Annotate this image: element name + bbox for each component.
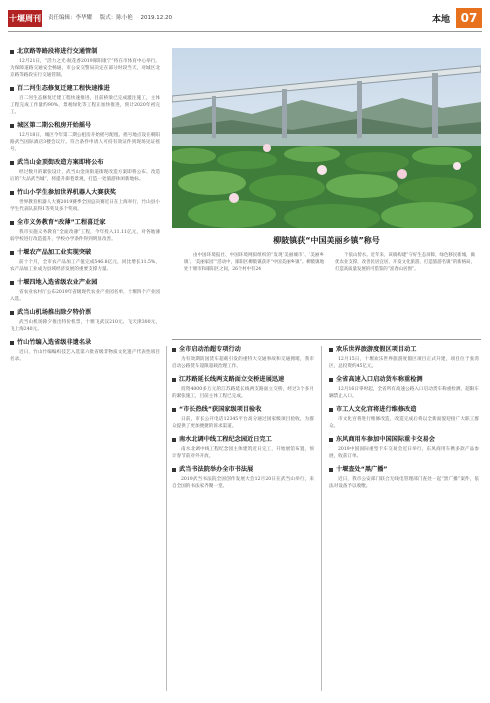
article-headline: 十堰农产品加工业实现突破 xyxy=(17,249,92,257)
bullet-square-icon xyxy=(10,251,14,255)
middle-column xyxy=(172,346,314,496)
article-body: 12月21日，“活力之光·航花香2019郧阳康宁”将在市体育中心举行。为保障道路交通安全畅通，市公安交警局决定在部分时段当天，对城区北京路等路段实行交通管制。 xyxy=(10,58,160,78)
lotus-bridge-photo xyxy=(172,48,481,228)
bullet-square-icon xyxy=(172,348,176,352)
photo-caption-right xyxy=(335,253,475,273)
article-body: 2019中国国际重型卡车交易会近日举行，东风商用车携多款产品参展，收获订单。 xyxy=(329,446,479,459)
article-headline: 南水北调中线工程纪念园近日完工 xyxy=(179,435,272,443)
photo-caption-text: 个依山傍水。近年来，该镇构建“守好生态屏障，绿色移民新城，做优农业支撑，改善民居宜居、开发文化旅游，打造旅游名镇”的新格局，打造高质量发展的可借鉴的“富春山居图”。 xyxy=(335,253,475,272)
bullet-square-icon xyxy=(10,191,14,195)
article-body: 我市实施义务教育“全面改薄”工程，今年投入11.11亿元，对各地薄弱学校进行改造提升，学校办学条件得到明显改善。 xyxy=(10,229,160,243)
bullet-square-icon xyxy=(10,87,14,91)
section-divider xyxy=(172,339,481,340)
article-body: 12月15日，十堰欢乐世界旅游度假区项目正式开建，项目位于张湾区，总投资约45亿元。 xyxy=(329,356,479,369)
article xyxy=(10,249,160,273)
article-headline: “市长热线”获国家级项目验收 xyxy=(179,405,262,413)
left-column xyxy=(10,48,160,369)
article-body: 世界教育机器人大赛2019赛季全国总决赛近日在上海举行，竹山县小学生代表队获得1等奖及多个奖项。 xyxy=(10,199,160,213)
bullet-square-icon xyxy=(10,124,14,128)
article-body: 前十个月，全市农产品加工产值完成546.8亿元，同比增长11.5%，农产品加工业成为县域经济发展的重要支撑力量。 xyxy=(10,259,160,272)
article xyxy=(329,436,479,460)
article-body: 近日，我市公安部门联合无线电管理部门查处一起“黑广播”案件，依法对设备予以收缴。 xyxy=(329,476,479,489)
bullet-square-icon xyxy=(329,378,333,382)
article xyxy=(172,466,314,490)
article-headline: 武当书法院举办全市书法展 xyxy=(179,465,254,473)
article-headline: 东风商用车参加中国国际重卡交易会 xyxy=(336,435,435,443)
bullet-square-icon xyxy=(10,281,14,285)
bullet-square-icon xyxy=(172,408,176,412)
header-meta xyxy=(48,13,178,21)
column-divider xyxy=(321,346,322,691)
article-headline: 全省高速入口启动货车称重检测 xyxy=(336,375,423,383)
bullet-square-icon xyxy=(10,311,14,315)
article-headline: 江苏路延长线两支路面立交桥进展迅速 xyxy=(179,375,285,383)
article-body: 日前，市长公开电话12345平台高分通过国家级项目验收，为群众提供了更加便捷的诉求渠道。 xyxy=(172,416,314,429)
article-headline: 十堰四地入选省级农业产业园 xyxy=(17,279,98,287)
article xyxy=(172,406,314,430)
bullet-square-icon xyxy=(329,348,333,352)
article xyxy=(10,339,160,363)
article-headline: 十堰查处“黑广播” xyxy=(336,465,388,473)
right-column xyxy=(329,346,479,496)
article-body: 12月18日，城区今年第二期公租房开始摇号配租。摇号地点设在朝阳路武当国际酒店3楼会议厅。符合条件申请人可持有效证件到现场见证摇号。 xyxy=(10,132,160,153)
article xyxy=(10,279,160,303)
photo-caption-left xyxy=(184,253,324,273)
article-body: 为有效期防国货车超载引发的重特大交通事故和交通拥堵，我市启动公路货车超限超载治理工作。 xyxy=(172,356,314,369)
column-divider xyxy=(166,346,167,691)
article xyxy=(172,376,314,400)
bullet-square-icon xyxy=(172,468,176,472)
article-headline: 百二河生态修复迁建工程快速推进 xyxy=(17,85,110,93)
photo-illustration xyxy=(172,48,481,228)
section-title: 本地 xyxy=(431,15,450,25)
bullet-square-icon xyxy=(329,468,333,472)
editor-credit: 责任编辑：李华耀 xyxy=(48,15,93,21)
article xyxy=(172,436,314,460)
article-body: 南水北调中线工程纪念园主体建筑近日完工，开始展馆布置，预计春节前对外开放。 xyxy=(172,446,314,459)
article xyxy=(329,376,479,400)
bullet-square-icon xyxy=(10,221,14,225)
article-body: 省农业农村厅公布2019年省级现代农业产业园名单，十堰四个产业园入选。 xyxy=(10,289,160,302)
article xyxy=(10,189,160,213)
article xyxy=(10,309,160,333)
article xyxy=(329,406,479,430)
article xyxy=(10,122,160,153)
article-headline: 全市义务教育“改薄”工程喜迁家 xyxy=(17,219,106,227)
article-body: 百二河生态修复迁建工程快速推进，目前桥梁已完成灌注施工，主体工程完成工作量约90%，景观绿化等工程正加快推进，预计2020年初完工。 xyxy=(10,95,160,116)
photo-title: 柳陂镇获“中国美丽乡镇”称号 xyxy=(273,236,380,245)
article-headline: 竹山竹编入选省级非遗名录 xyxy=(17,339,92,347)
article xyxy=(329,346,479,370)
article xyxy=(10,159,160,183)
article-body: 2019武当书法院全国创作发展大会12月20日在武当山举行，来自全国的书法家齐聚一堂。 xyxy=(172,476,314,489)
article-headline: 武当山机场推出除夕特价票 xyxy=(17,309,92,317)
bullet-square-icon xyxy=(329,438,333,442)
photo-caption-text: 由中国环境报社、中国环境网拟组织的“发现‘美丽城市’、‘美丽乡镇’、‘美丽家园’”活动中，郧阳区柳陂镇获评“中国美丽乡镇”。柳陂镇地处十堰市和郧阳区之间，26个村中有24 xyxy=(184,253,324,272)
bullet-square-icon xyxy=(10,341,14,345)
article-headline: 北京路等路段将进行交通管制 xyxy=(17,48,98,55)
article-headline: 武当山金顶街改造方案即将公布 xyxy=(17,159,104,167)
article-body: 经过数月的紧张设计，武当山金顶街道街现改造方案即将公布。改造后的“大品武当城”，将提升街巷景观，打造一处旅游休闲新地标。 xyxy=(10,169,160,183)
issue-date: 2019.12.20 xyxy=(140,15,173,21)
bullet-square-icon xyxy=(172,378,176,382)
article-headline: 城区第二期公租房开始摇号 xyxy=(17,122,92,130)
article-headline: 市工人文化宫将进行维修改造 xyxy=(336,405,417,413)
article xyxy=(10,219,160,243)
page-number-badge: 07 xyxy=(456,8,482,28)
page-header xyxy=(0,0,490,34)
article-body: 近日，竹山竹编编织技艺入选第六批省级非物质文化遗产代表性项目名录。 xyxy=(10,349,160,362)
article xyxy=(10,85,160,116)
article-headline: 全市启动治超专项行动 xyxy=(179,346,241,353)
bullet-square-icon xyxy=(10,50,14,54)
bullet-square-icon xyxy=(172,438,176,442)
designer-credit: 版式：陈小艳 xyxy=(99,15,133,21)
article-body: 12月16日零时起，全省所有高速公路入口启动货车称重检测，超限车辆禁止入口。 xyxy=(329,386,479,399)
article xyxy=(329,466,479,490)
article-body: 武当山机场除夕推出特价机票，十堰飞武汉210元、飞天津300元、飞上海240元。 xyxy=(10,319,160,332)
paper-name-badge: 十堰周刊 xyxy=(8,10,42,27)
article-body: 投资4000多万元的江苏路延长线两支路面立交桥，经过3个多月的紧张施工，目前主体工程已完成。 xyxy=(172,386,314,399)
header-rule xyxy=(8,31,482,32)
bullet-square-icon xyxy=(329,408,333,412)
bullet-square-icon xyxy=(10,161,14,165)
article-headline: 竹山小学生参加世界机器人大赛获奖 xyxy=(17,189,116,197)
article-body: 市文化宫将进行维修改造，改造完成后将以全新面貌迎接广大职工群众。 xyxy=(329,416,479,429)
article-headline: 欢乐世界旅游度假区项目动工 xyxy=(336,346,417,353)
article xyxy=(10,48,160,79)
article xyxy=(172,346,314,370)
